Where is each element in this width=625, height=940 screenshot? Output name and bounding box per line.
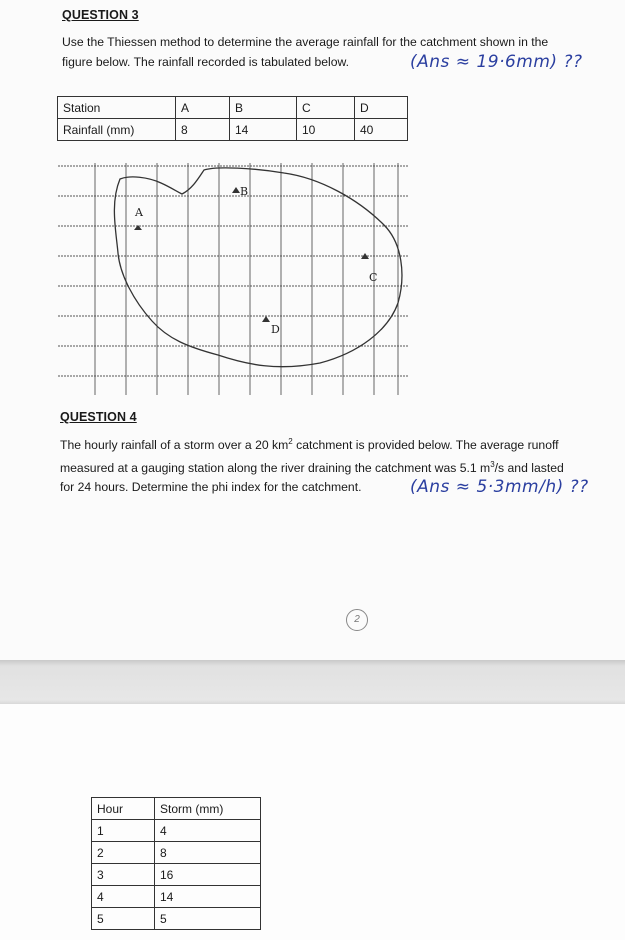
question-3-line-1: Use the Thiessen method to determine the average rainfall for the catchment shown in the <box>62 35 549 49</box>
station-b-marker <box>232 187 240 193</box>
table-cell: 4 <box>92 886 155 908</box>
table-cell: C <box>297 97 355 119</box>
station-d-marker <box>262 316 270 322</box>
table-cell: 14 <box>155 886 261 908</box>
question-4-heading: QUESTION 4 <box>60 410 137 424</box>
question-4-line-1 <box>60 431 559 456</box>
table-cell: B <box>230 97 297 119</box>
question-3-handwritten-answer: (Ans ≈ 19·6mm) ?? <box>410 52 583 72</box>
page-separator <box>0 660 625 704</box>
page-2 <box>0 704 625 940</box>
station-label-a: A <box>135 206 143 219</box>
table-cell: A <box>176 97 230 119</box>
table-row <box>58 119 408 141</box>
q4-text: catchment is provided below. The average runoff <box>292 438 559 453</box>
table-cell: 8 <box>155 842 261 864</box>
catchment-figure <box>58 163 410 403</box>
question-4-handwritten-answer: (Ans ≈ 5·3mm/h) ?? <box>410 477 589 497</box>
q4-text: /s and lasted <box>494 461 564 476</box>
q4-text: measured at a gauging station along the river draining the catchment was 5.1 m <box>60 461 491 476</box>
table-row <box>92 886 261 908</box>
table-cell: 8 <box>176 119 230 141</box>
table-row <box>92 820 261 842</box>
page-number: 2 <box>346 609 368 631</box>
table-cell: D <box>355 97 408 119</box>
table-row <box>92 864 261 886</box>
q4-text: The hourly rainfall of a storm over a 20 km <box>60 438 289 453</box>
q4-sup: 2 <box>288 437 293 446</box>
catchment-boundary <box>114 168 402 367</box>
table-cell: 4 <box>155 820 261 842</box>
table-row <box>92 842 261 864</box>
table-header-storm: Storm (mm) <box>155 798 261 820</box>
q4-sup: 3 <box>490 460 495 469</box>
question-4-line-3: for 24 hours. Determine the phi index for the catchment. <box>60 480 362 494</box>
table-cell: 14 <box>230 119 297 141</box>
table-cell: 2 <box>92 842 155 864</box>
question-3-heading: QUESTION 3 <box>62 8 139 22</box>
table-cell: 40 <box>355 119 408 141</box>
station-label-d: D <box>271 323 280 336</box>
table-cell: Station <box>58 97 176 119</box>
storm-table <box>91 797 261 930</box>
table-cell: Rainfall (mm) <box>58 119 176 141</box>
table-cell: 5 <box>155 908 261 930</box>
station-label-b: B <box>240 185 249 198</box>
station-label-c: C <box>369 271 378 284</box>
table-cell: 3 <box>92 864 155 886</box>
table-cell: 10 <box>297 119 355 141</box>
question-3-line-2: figure below. The rainfall recorded is tabulated below. <box>62 55 350 69</box>
table-cell: 16 <box>155 864 261 886</box>
table-cell: 5 <box>92 908 155 930</box>
rainfall-table <box>57 96 408 141</box>
table-row <box>58 97 408 119</box>
table-header-hour: Hour <box>92 798 155 820</box>
table-row <box>92 798 261 820</box>
table-cell: 1 <box>92 820 155 842</box>
table-row <box>92 908 261 930</box>
